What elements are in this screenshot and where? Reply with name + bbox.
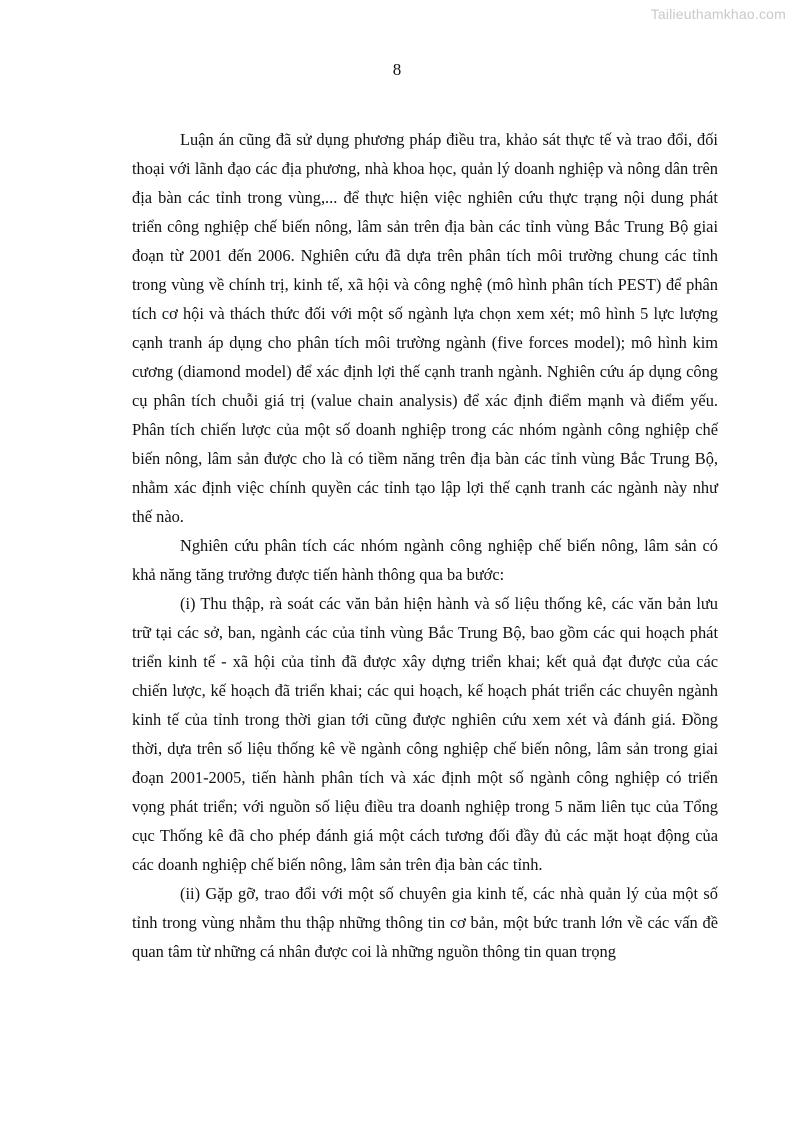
- page-number: 8: [392, 60, 402, 79]
- paragraph-step-ii: (ii) Gặp gỡ, trao đổi với một số chuyên gia kinh tế, các nhà quản lý của một số tỉnh trong vùng nhằm thu thập những thông tin cơ bản, một bức tranh lớn về các vấn đề quan tâm từ những cá nhân được coi là những nguồn thông tin quan trọng: [132, 884, 718, 961]
- watermark-text: Tailieuthamkhao.com: [650, 6, 786, 22]
- paragraph-step-i: (i) Thu thập, rà soát các văn bản hiện hành và số liệu thống kê, các văn bản lưu trữ tại các sở, ban, ngành các của tỉnh vùng Bắc Trung Bộ, bao gồm các qui hoạch phát triển kinh tế - xã hội của tỉnh đã được xây dựng triển khai; kết quả đạt được của các chiến lược, kế hoạch đã triển khai; các qui hoạch, kế hoạch phát triển các chuyên ngành kinh tế của tỉnh trong thời gian tới cũng được nghiên cứu xem xét và đánh giá. Đồng thời, dựa trên số liệu thống kê về ngành công nghiệp chế biến nông, lâm sản trong giai đoạn 2001-2005, tiến hành phân tích và xác định một số ngành công nghiệp có triển vọng phát triển; với nguồn số liệu điều tra doanh nghiệp trong 5 năm liên tục của Tổng cục Thống kê đã cho phép đánh giá một cách tương đối đầy đủ các mặt hoạt động của các doanh nghiệp chế biến nông, lâm sản trên địa bàn các tỉnh.: [132, 594, 718, 874]
- paragraph-three-steps-intro: Nghiên cứu phân tích các nhóm ngành công nghiệp chế biến nông, lâm sản có khả năng tăng trưởng được tiến hành thông qua ba bước:: [132, 536, 718, 584]
- paragraph-methods: Luận án cũng đã sử dụng phương pháp điều tra, khảo sát thực tế và trao đổi, đối thoại với lãnh đạo các địa phương, nhà khoa học, quản lý doanh nghiệp và nông dân trên địa bàn các tỉnh trong vùng,... để thực hiện việc nghiên cứu thực trạng nội dung phát triển công nghiệp chế biến nông, lâm sản trên địa bàn các tỉnh vùng Bắc Trung Bộ giai đoạn từ 2001 đến 2006. Nghiên cứu đã dựa trên phân tích môi trường chung các tỉnh trong vùng về chính trị, kinh tế, xã hội và công nghệ (mô hình phân tích PEST) để phân tích cơ hội và thách thức đối với một số ngành lựa chọn xem xét; mô hình 5 lực lượng cạnh tranh áp dụng cho phân tích môi trường ngành (five forces model); mô hình kim cương (diamond model) để xác định lợi thế cạnh tranh ngành. Nghiên cứu áp dụng công cụ phân tích chuỗi giá trị (value chain analysis) để xác định điểm mạnh và điểm yếu. Phân tích chiến lược của một số doanh nghiệp trong các nhóm ngành công nghiệp chế biến nông, lâm sản được cho là có tiềm năng trên địa bàn các tỉnh vùng Bắc Trung Bộ, nhằm xác định việc chính quyền các tỉnh tạo lập lợi thế cạnh tranh các ngành này như thế nào.: [132, 130, 718, 526]
- document-body: [132, 125, 718, 966]
